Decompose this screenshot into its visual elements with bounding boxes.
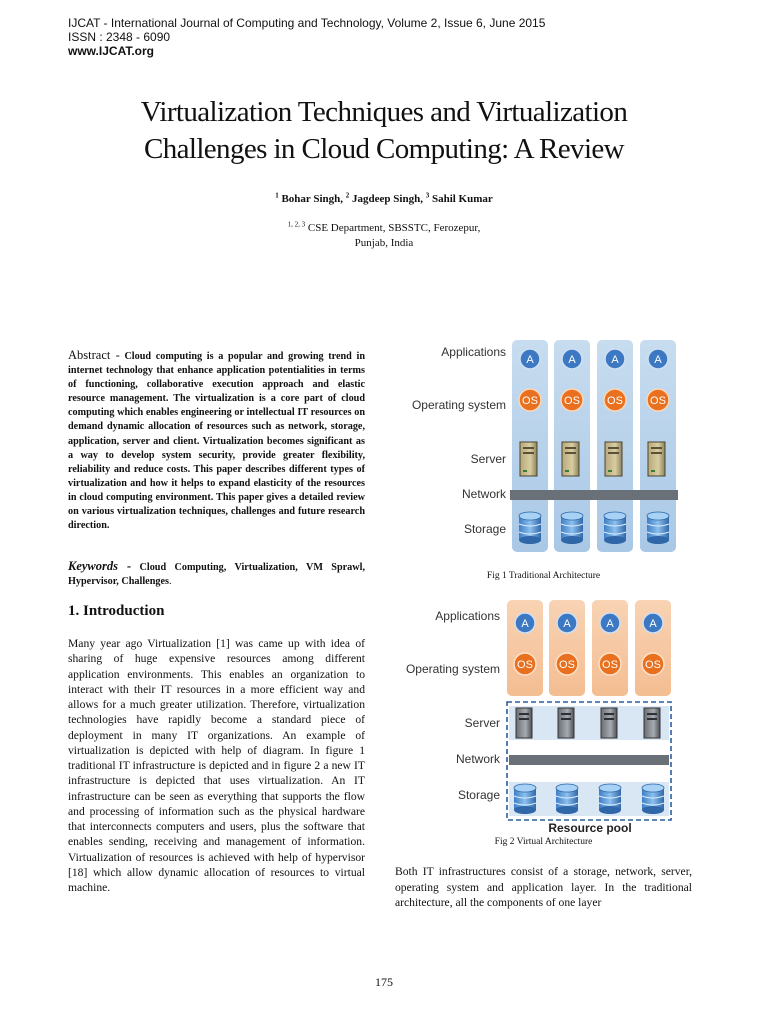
label-applications: Applications bbox=[435, 609, 500, 623]
author-1-num: 1 bbox=[275, 191, 279, 200]
app-glyph-1: A bbox=[526, 354, 534, 366]
abstract bbox=[68, 348, 365, 533]
app-glyph-3: A bbox=[606, 618, 614, 630]
title-line-2: Challenges in Cloud Computing: A Review bbox=[143, 133, 625, 165]
paper-title bbox=[0, 94, 768, 168]
app-glyph-3: A bbox=[611, 354, 619, 366]
app-glyph-2: A bbox=[563, 618, 571, 630]
network-bar bbox=[510, 490, 678, 500]
label-operating-system: Operating system bbox=[411, 398, 506, 412]
abstract-label: Abstract - bbox=[68, 348, 120, 362]
title-line-1: Virtualization Techniques and Virtualization bbox=[140, 96, 628, 128]
figure-2-caption: Fig 2 Virtual Architecture bbox=[494, 837, 593, 847]
journal-name: IJCAT - International Journal of Computing and Technology, Volume 2, Issue 6, June 2015 bbox=[68, 16, 546, 30]
author-3: Sahil Kumar bbox=[431, 193, 493, 205]
label-operating-system: Operating system bbox=[405, 662, 500, 676]
author-1: Bohar Singh, bbox=[281, 193, 344, 205]
label-storage: Storage bbox=[463, 522, 506, 536]
keywords bbox=[68, 559, 365, 589]
affiliation-line-2: Punjab, India bbox=[354, 237, 414, 249]
keywords-label: Keywords - bbox=[68, 559, 132, 573]
right-column-paragraph: Both IT infrastructures consist of a storage, network, server, operating system and application layer. In the traditional architecture, all the components of one layer bbox=[395, 865, 692, 909]
issn: ISSN : 2348 - 6090 bbox=[68, 30, 171, 44]
label-storage: Storage bbox=[457, 788, 500, 802]
abstract-text: Cloud computing is a popular and growing trend in internet technology that enhance application potentialities in terms of functioning, collaborative execution approach and elastic resource management. The virtualization is a core part of cloud computing which enables engineering or intellectual IT resources on demand dynamic allocation of resources such as network, storage, application, server and client. Virtualization becomes significant as a way to develop system security, provide greater flexibility, reliability and reduce costs. This paper describes different types of virtualization and how it helps to expand elasticity of the resources in cloud computing environment. This paper gives a detailed review on various virtualization techniques, challenges and future research direction. bbox=[68, 351, 366, 532]
figure-traditional-architecture bbox=[400, 332, 700, 557]
journal-header bbox=[68, 16, 545, 58]
label-network: Network bbox=[461, 487, 506, 501]
label-server: Server bbox=[470, 452, 506, 466]
label-applications: Applications bbox=[441, 345, 506, 359]
os-glyph-1: OS bbox=[517, 659, 533, 671]
keywords-end: . bbox=[168, 576, 172, 587]
section-heading-introduction: 1. Introduction bbox=[68, 603, 165, 619]
author-3-num: 3 bbox=[425, 191, 430, 200]
keywords-text: Cloud Computing, Virtualization, VM Sprawl, Hypervisor, Challenges bbox=[68, 562, 365, 587]
affiliation bbox=[0, 221, 768, 251]
affiliation-nums: 1, 2, 3 bbox=[287, 220, 306, 229]
os-glyph-3: OS bbox=[607, 395, 623, 407]
app-glyph-4: A bbox=[654, 354, 662, 366]
app-glyph-2: A bbox=[568, 354, 576, 366]
os-glyph-4: OS bbox=[650, 395, 666, 407]
page-number: 175 bbox=[375, 975, 393, 989]
figure-1-caption: Fig 1 Traditional Architecture bbox=[486, 571, 601, 581]
network-bar bbox=[509, 755, 669, 765]
label-server: Server bbox=[464, 716, 500, 730]
os-glyph-3: OS bbox=[602, 659, 618, 671]
figure-virtual-architecture bbox=[395, 596, 695, 836]
os-glyph-2: OS bbox=[559, 659, 575, 671]
app-glyph-1: A bbox=[521, 618, 529, 630]
author-2-num: 2 bbox=[345, 191, 350, 200]
author-2: Jagdeep Singh, bbox=[352, 193, 423, 205]
os-glyph-1: OS bbox=[522, 395, 538, 407]
os-glyph-2: OS bbox=[564, 395, 580, 407]
os-glyph-4: OS bbox=[645, 659, 661, 671]
journal-url[interactable]: www.IJCAT.org bbox=[68, 44, 155, 58]
app-glyph-4: A bbox=[649, 618, 657, 630]
label-network: Network bbox=[455, 752, 500, 766]
resource-pool-label: Resource pool bbox=[548, 821, 632, 835]
introduction-paragraph: Many year ago Virtualization [1] was came up with idea of sharing of huge expensive resources among different application environments. This enables an organization to interact with their IT resources in a more efficient way and allows for a much greater utilization. Therefore, virtualization technologies have rapidly become a standard piece of deployment in many IT organizations. An example of virtualization is depicted with help of diagram. In figure 1 traditional IT infrastructure is depicted and in figure 2 a new IT infrastructure is depicted that uses virtualization. An IT infrastructure can be seen as everything that supports the flow and processing of information such as the physical hardware that interconnects computers and users, plus the software that enables sending, receiving and management of information. Virtualization of resources is achieved with help of hypervisor [18] which allow dynamic allocation of resources to virtual machine. bbox=[68, 637, 365, 894]
authors bbox=[0, 193, 768, 205]
affiliation-line-1: CSE Department, SBSSTC, Ferozepur, bbox=[307, 222, 481, 234]
